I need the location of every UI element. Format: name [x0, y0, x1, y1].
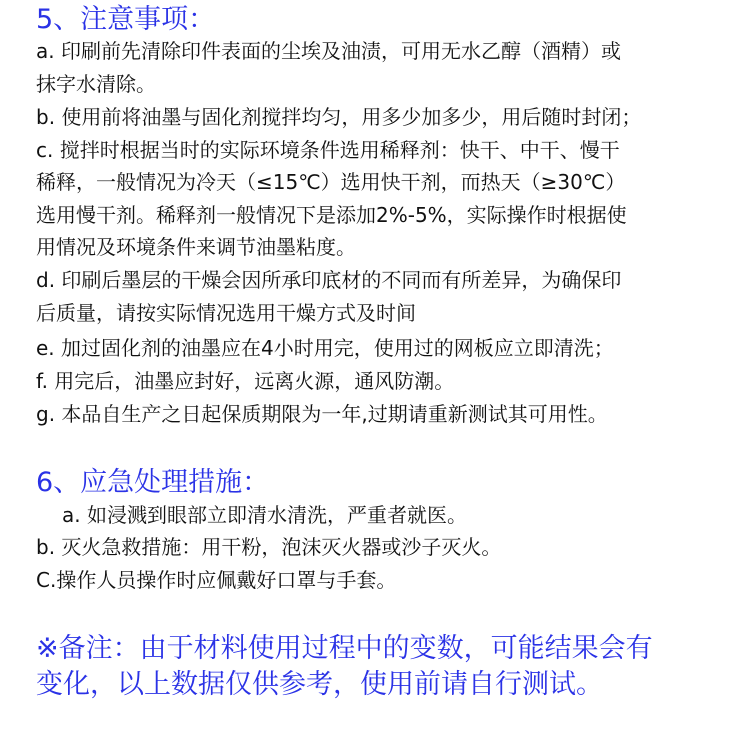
- section-5-line: 抹字水清除。: [36, 72, 156, 96]
- section-5-line: 稀释，一般情况为冷天（≤15℃）选用快干剂，而热天（≥30℃）: [36, 170, 626, 194]
- remark-line: ※备注：由于材料使用过程中的变数，可能结果会有: [36, 633, 653, 664]
- section-5-line: a. 印刷前先清除印件表面的尘埃及油渍，可用无水乙醇（酒精）或: [36, 39, 621, 63]
- section-5-line: e. 加过固化剂的油墨应在4小时用完，使用过的网板应立即清洗；: [36, 336, 614, 360]
- section-5-line: 用情况及环境条件来调节油墨粘度。: [36, 235, 356, 259]
- section-6-line: C.操作人员操作时应佩戴好口罩与手套。: [36, 568, 397, 592]
- section-6-heading: 6、应急处理措施：: [36, 467, 270, 498]
- remark-line: 变化，以上数据仅供参考，使用前请自行测试。: [36, 669, 603, 700]
- section-5-line: g. 本品自生产之日起保质期限为一年,过期请重新测试其可用性。: [36, 402, 608, 426]
- section-5-heading: 5、注意事项：: [36, 4, 216, 35]
- section-6-line: a. 如浸溅到眼部立即清水清洗，严重者就医。: [62, 503, 467, 527]
- section-5-line: c. 搅拌时根据当时的实际环境条件选用稀释剂：快干、中干、慢干: [36, 138, 620, 162]
- section-5-line: d. 印刷后墨层的干燥会因所承印底材的不同而有所差异，为确保印: [36, 268, 622, 292]
- section-5-line: 选用慢干剂。稀释剂一般情况下是添加2%-5%，实际操作时根据使: [36, 203, 627, 227]
- section-6-line: b. 灭火急救措施：用干粉，泡沫灭火器或沙子灭火。: [36, 535, 502, 559]
- section-5-line: b. 使用前将油墨与固化剂搅拌均匀，用多少加多少，用后随时封闭；: [36, 105, 642, 129]
- section-5-line: f. 用完后，油墨应封好，远离火源，通风防潮。: [36, 369, 455, 393]
- section-5-line: 后质量，请按实际情况选用干燥方式及时间: [36, 301, 416, 325]
